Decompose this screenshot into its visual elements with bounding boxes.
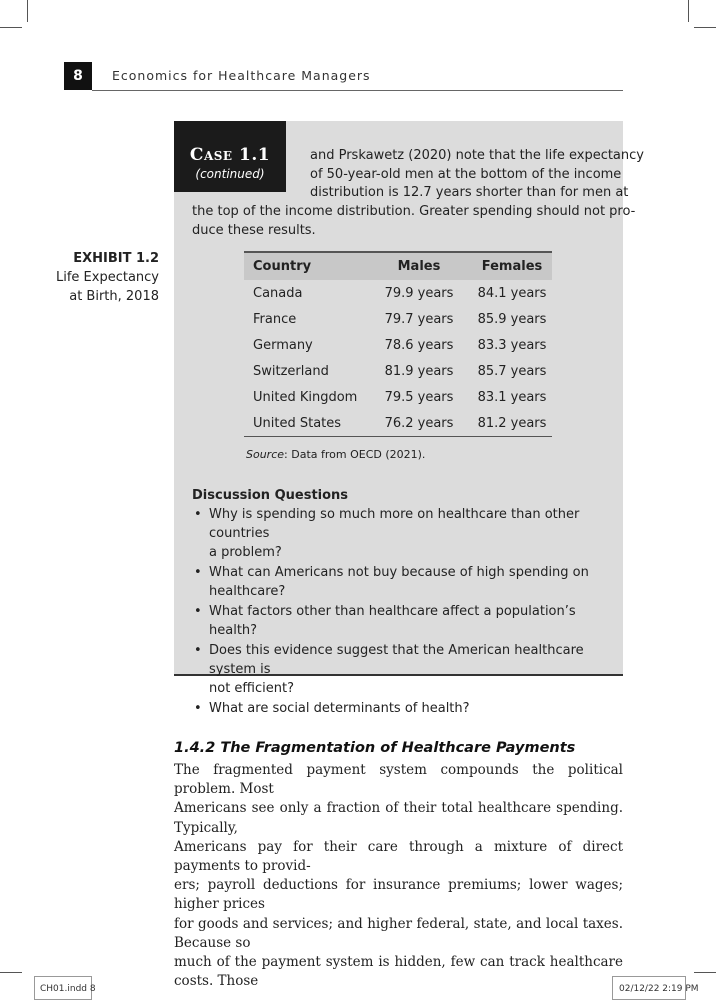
table-cell: Germany xyxy=(253,337,313,353)
table-cell: 85.7 years xyxy=(477,363,547,379)
discussion-title: Discussion Questions xyxy=(192,488,349,503)
table-row xyxy=(244,410,552,436)
bullet-icon: • xyxy=(194,507,202,522)
crop-mark xyxy=(27,0,28,22)
table-cell: United States xyxy=(253,415,342,431)
case-line: the top of the income distribution. Greater spending should not pro- xyxy=(192,204,636,219)
case-text-full xyxy=(192,203,635,240)
table-cell: 81.9 years xyxy=(384,363,454,379)
life-expectancy-table xyxy=(244,251,552,437)
body-line: for goods and services; and higher federal, state, and local taxes. Because so xyxy=(174,915,623,951)
source-label: Source xyxy=(246,448,285,461)
list-line: What can Americans not buy because of high spending on xyxy=(209,565,589,580)
header-rule xyxy=(92,90,623,91)
table-row xyxy=(244,384,552,410)
crop-mark xyxy=(688,0,689,22)
table-header-cell: Females xyxy=(481,259,543,274)
list-line: What factors other than healthcare affect a population’s health? xyxy=(209,604,576,638)
case-text-right xyxy=(310,147,644,203)
exhibit-label: EXHIBIT 1.2 xyxy=(73,251,159,266)
bullet-icon: • xyxy=(194,604,202,619)
table-cell: 84.1 years xyxy=(477,285,547,301)
table-cell: 85.9 years xyxy=(477,311,547,327)
list-item xyxy=(192,641,612,698)
list-item xyxy=(192,602,612,640)
section-heading: 1.4.2 The Fragmentation of Healthcare Payments xyxy=(174,740,576,756)
list-item xyxy=(192,505,612,562)
body-line: The fragmented payment system compounds the political problem. Most xyxy=(174,762,623,798)
table-row xyxy=(244,280,552,306)
table-cell: 83.1 years xyxy=(477,389,547,405)
table-header-cell: Males xyxy=(397,259,441,274)
case-line: distribution is 12.7 years shorter than for men at xyxy=(310,185,629,200)
case-line: duce these results. xyxy=(192,222,316,238)
table-bottom-rule xyxy=(244,436,552,437)
table-cell: 78.6 years xyxy=(384,337,454,353)
page-number: 8 xyxy=(64,62,92,90)
source-text: : Data from OECD (2021). xyxy=(284,448,426,461)
list-line: a problem? xyxy=(209,545,282,560)
body-line: Americans see only a fraction of their total healthcare spending. Typically, xyxy=(174,800,623,836)
discussion-list xyxy=(192,505,612,719)
list-item xyxy=(192,563,612,601)
table-cell: 83.3 years xyxy=(477,337,547,353)
body-paragraph xyxy=(174,761,623,991)
exhibit-caption xyxy=(56,249,159,306)
list-line: Does this evidence suggest that the American healthcare system is xyxy=(209,643,584,677)
case-title: Case 1.1 xyxy=(189,145,271,165)
table-header-cell: Country xyxy=(253,259,312,274)
exhibit-caption-line: at Birth, 2018 xyxy=(69,289,159,304)
case-subtitle: (continued) xyxy=(195,167,265,181)
footer-file: CH01.indd 8 xyxy=(40,984,96,994)
table-cell: France xyxy=(253,311,297,327)
table-cell: 79.5 years xyxy=(384,389,454,405)
case-line: and Prskawetz (2020) note that the life expectancy xyxy=(310,148,644,163)
crop-mark xyxy=(694,972,716,973)
crop-mark xyxy=(0,972,22,973)
table-cell: 79.7 years xyxy=(384,311,454,327)
list-line: not efficient? xyxy=(209,681,294,696)
body-line: Americans pay for their care through a mixture of direct payments to provid- xyxy=(174,838,623,875)
case-line: of 50-year-old men at the bottom of the income xyxy=(310,166,622,182)
running-head: Economics for Healthcare Managers xyxy=(112,68,371,83)
footer-timestamp: 02/12/22 2:19 PM xyxy=(619,984,699,994)
table-header-row xyxy=(244,251,552,280)
table-cell: 76.2 years xyxy=(384,415,454,431)
table-row xyxy=(244,358,552,384)
table-row xyxy=(244,332,552,358)
bullet-icon: • xyxy=(194,701,202,716)
exhibit-caption-line: Life Expectancy xyxy=(55,270,159,285)
table-source xyxy=(246,448,425,461)
crop-mark xyxy=(694,27,716,28)
list-line: What are social determinants of health? xyxy=(209,701,470,716)
table-cell: 79.9 years xyxy=(384,285,454,301)
table-row xyxy=(244,306,552,332)
crop-mark xyxy=(0,27,22,28)
list-line: healthcare? xyxy=(209,584,286,599)
case-label xyxy=(174,121,286,192)
list-line: Why is spending so much more on healthcare than other countries xyxy=(209,507,580,541)
bullet-icon: • xyxy=(194,565,202,580)
table-cell: Switzerland xyxy=(253,363,329,379)
bullet-icon: • xyxy=(194,643,202,658)
body-line: ers; payroll deductions for insurance premiums; lower wages; higher prices xyxy=(174,877,623,913)
list-item xyxy=(192,699,612,718)
table-cell: 81.2 years xyxy=(477,415,547,431)
table-cell: Canada xyxy=(253,285,303,301)
table-cell: United Kingdom xyxy=(253,389,358,405)
body-line: much of the payment system is hidden, few can track healthcare costs. Those xyxy=(174,954,623,990)
